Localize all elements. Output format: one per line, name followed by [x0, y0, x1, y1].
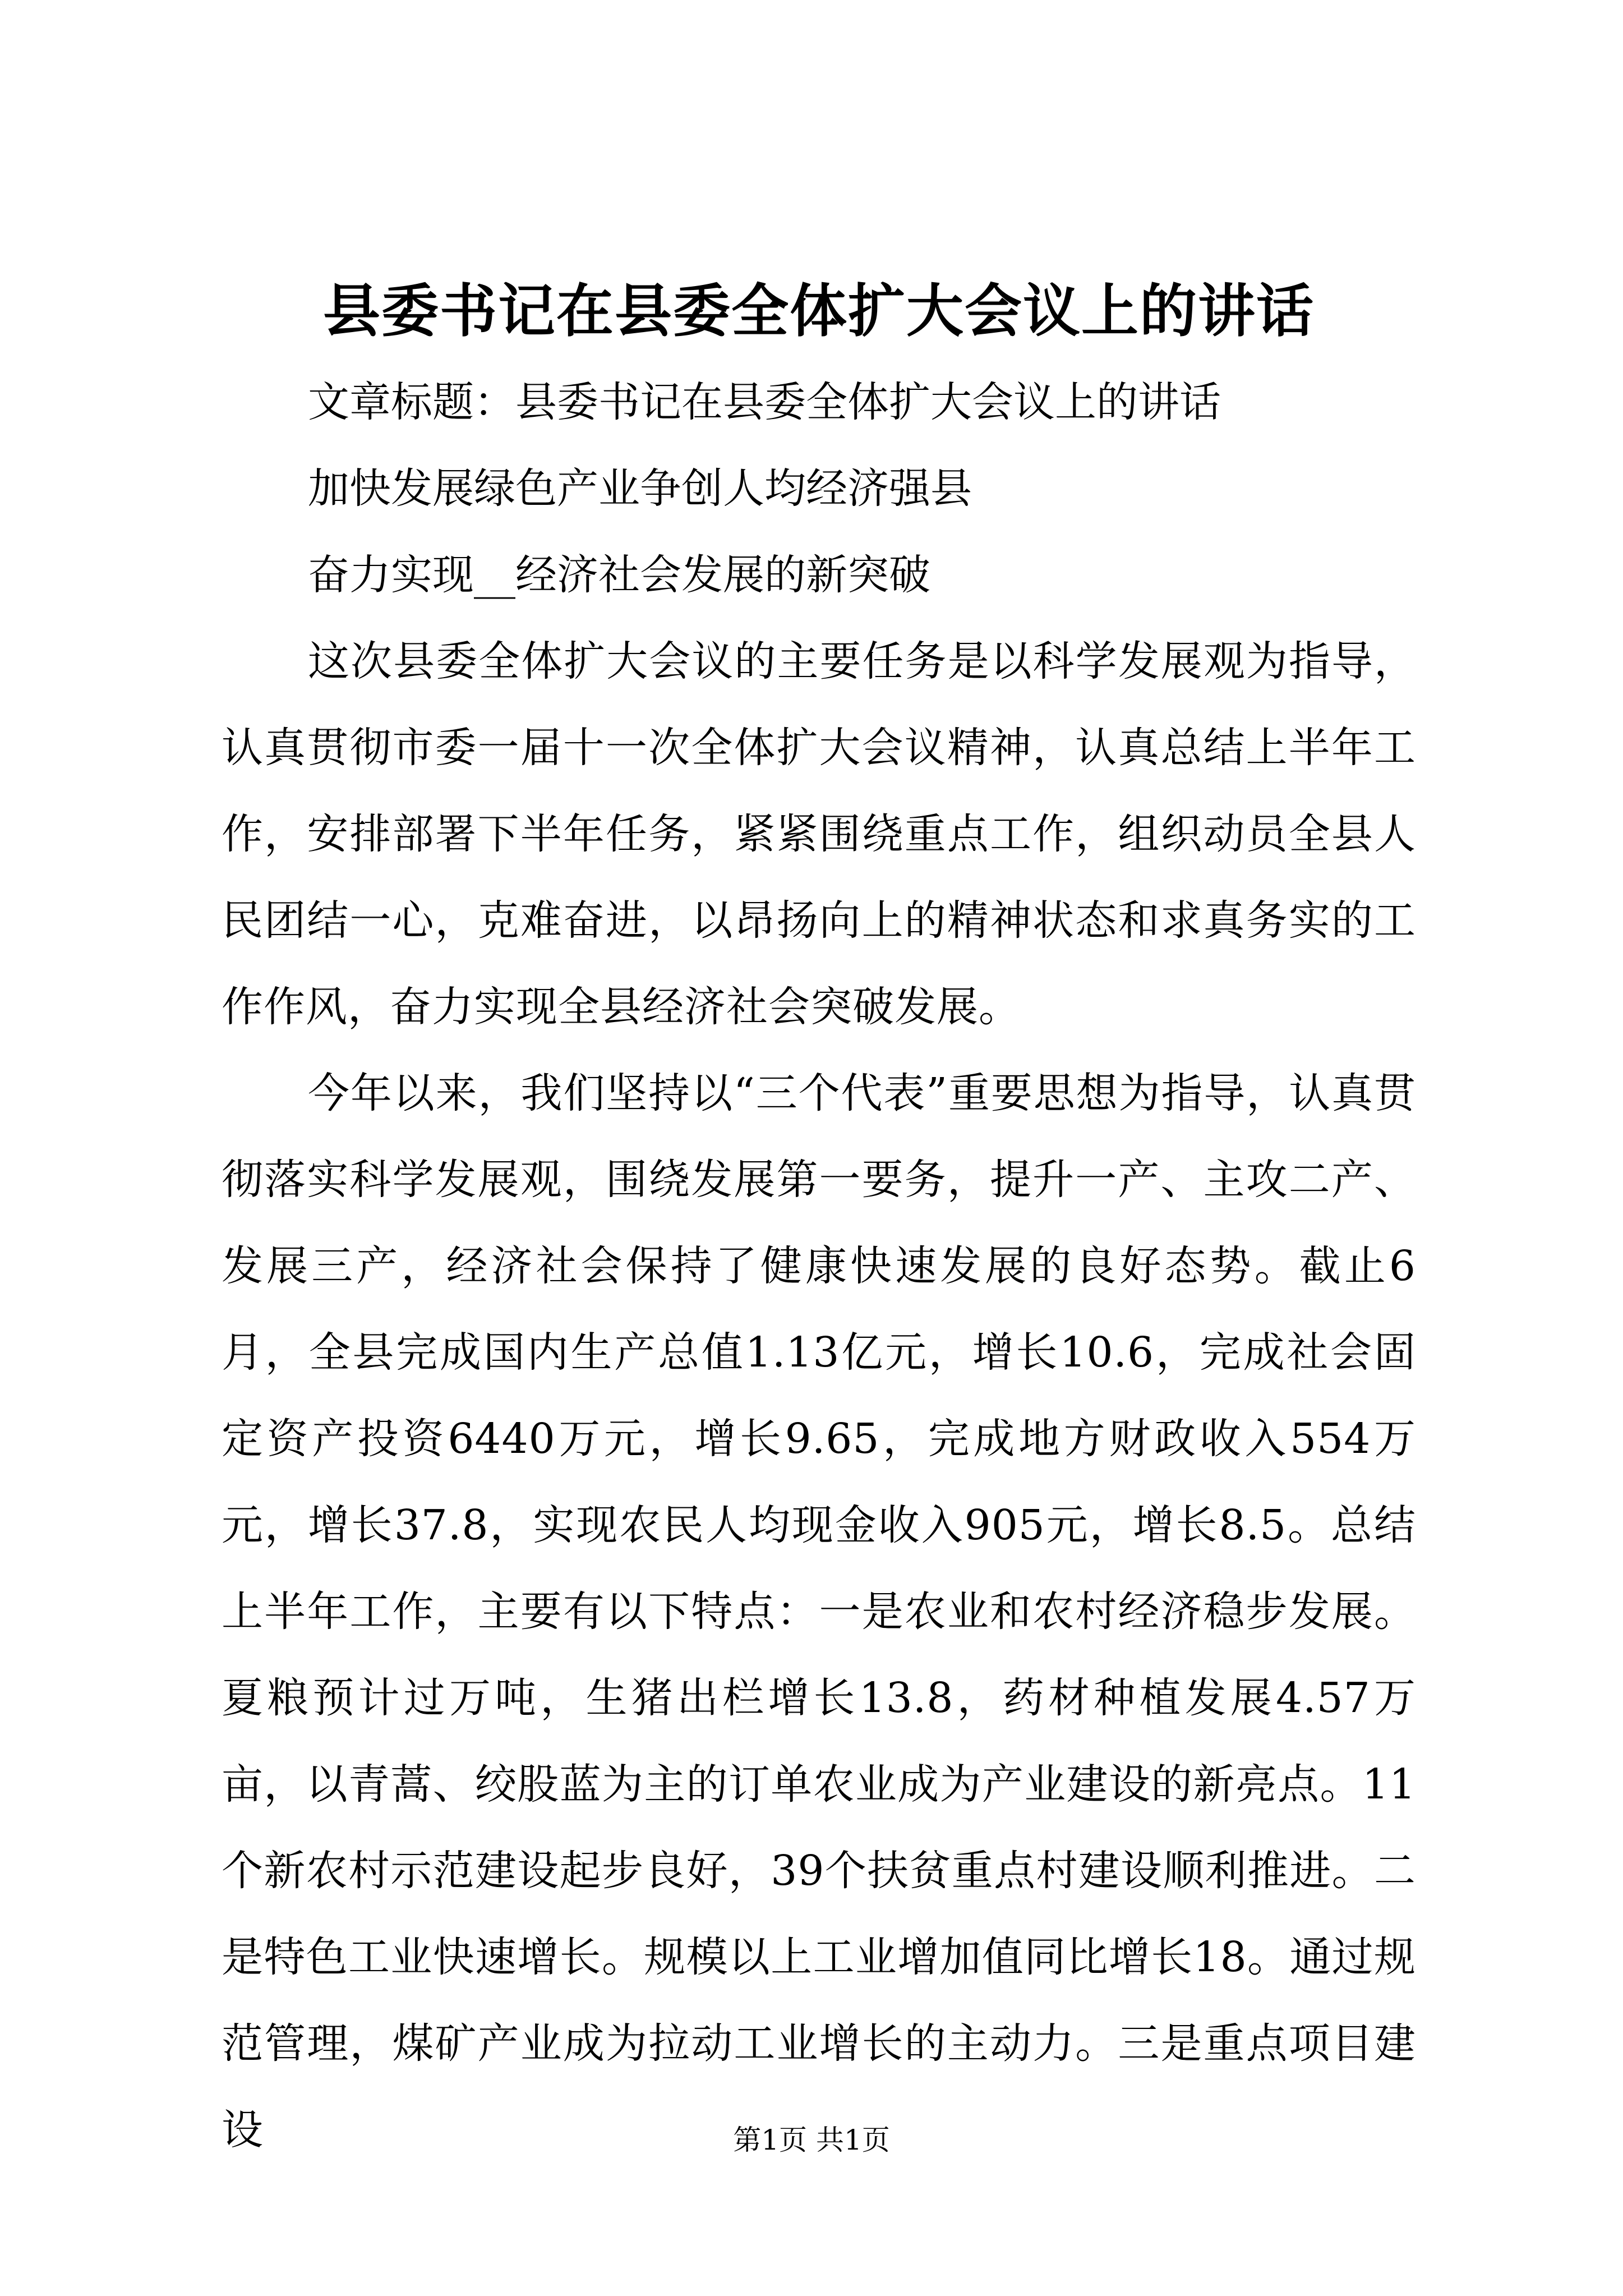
document-title: 县委书记在县委全体扩大会议上的讲话	[323, 278, 1315, 345]
paragraph-1: 这次县委全体扩大会议的主要任务是以科学发展观为指导，认真贯彻市委一届十一次全体扩大会议精神，认真总结上半年工作，安排部署下半年任务，紧紧围绕重点工作，组织动员全县人民团结一心，克难奋进，以昂扬向上的精神状态和求真务实的工作作风，奋力实现全县经济社会突破发展。	[222, 637, 1416, 1031]
page-number-footer: 第1页 共1页	[733, 2124, 890, 2156]
subtitle-slogan-2: 奋力实现__经济社会发展的新突破	[308, 551, 930, 599]
paragraph-2: 今年以来，我们坚持以“三个代表”重要思想为指导，认真贯彻落实科学发展观，围绕发展第一要务，提升一产、主攻二产、发展三产，经济社会保持了健康快速发展的良好态势。截止6月，全县完成国内生产总值1.13亿元，增长10.6，完成社会固定资产投资6440万元，增长9.65，完成地方财政收入554万元，增长37.8，实现农民人均现金收入905元，增长8.5。总结上半年工作，主要有以下特点：一是农业和农村经济稳步发展。夏粮预计过万吨，生猪出栏增长13.8，药材种植发展4.57万亩，以青蒿、绞股蓝为主的订单农业成为产业建设的新亮点。11个新农村示范建设起步良好，39个扶贫重点村建设顺利推进。二是特色工业快速增长。规模以上工业增加值同比增长18。通过规范管理，煤矿产业成为拉动工业增长的主动力。三是重点项目建设	[222, 1069, 1416, 2154]
subtitle-article-title: 文章标题：县委书记在县委全体扩大会议上的讲话	[308, 378, 1221, 426]
document-body	[222, 275, 1416, 2173]
subtitle-slogan-1: 加快发展绿色产业争创人均经济强县	[308, 464, 972, 513]
